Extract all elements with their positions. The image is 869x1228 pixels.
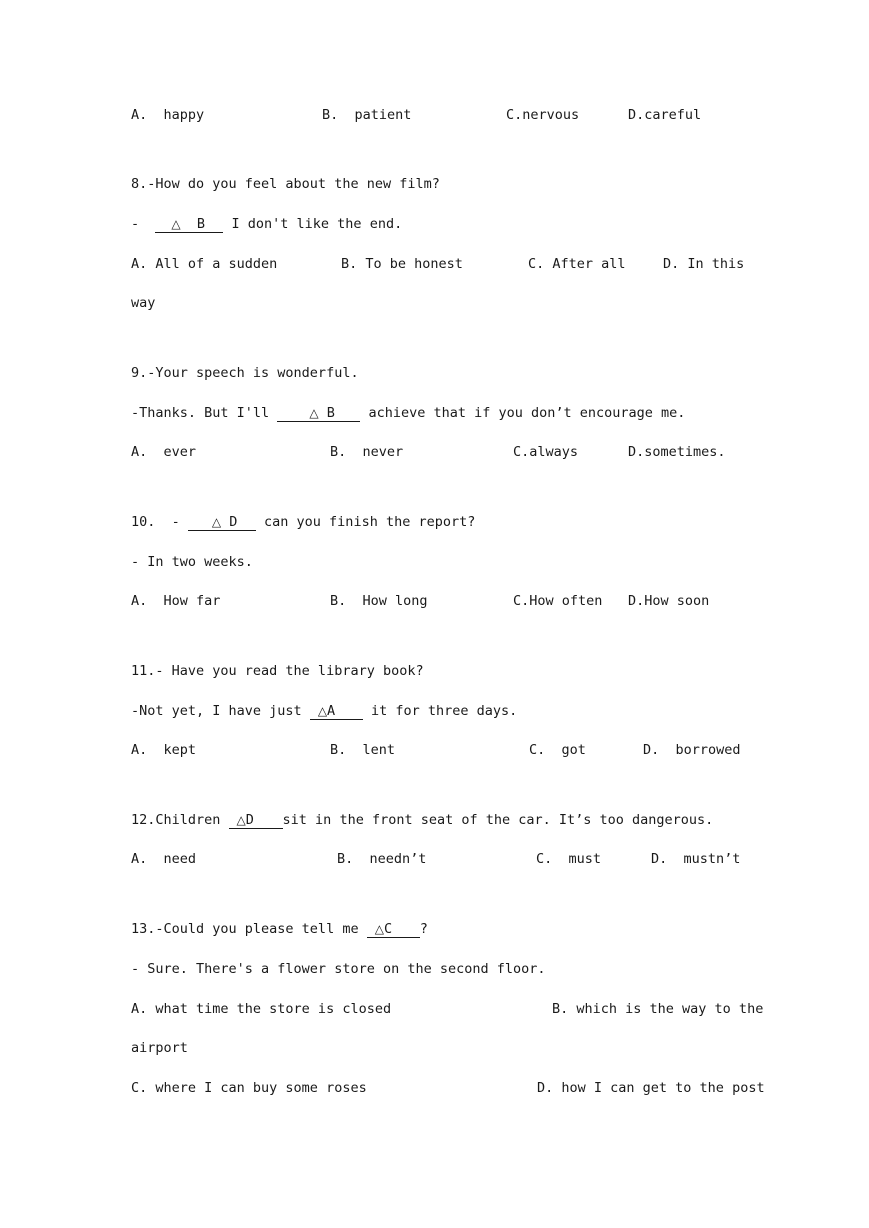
triangle-icon: △	[171, 217, 181, 231]
q10-option-c: C.How often	[513, 593, 603, 609]
q7-option-b: B. patient	[322, 107, 412, 123]
q8-option-b: B. To be honest	[341, 256, 463, 272]
q13-option-b: B. which is the way to the	[552, 1001, 764, 1017]
q8-options	[131, 255, 745, 273]
q9-option-d: D.sometimes.	[628, 444, 726, 460]
q8-option-a: A. All of a sudden	[131, 256, 278, 272]
q9-option-a: A. ever	[131, 444, 197, 460]
q10-option-d: D.How soon	[628, 593, 710, 609]
q7-options	[131, 106, 702, 124]
q12-option-c: C. must	[536, 851, 602, 867]
q9-option-b: B. never	[330, 444, 404, 460]
q13-option-c: C. where I can buy some roses	[131, 1080, 367, 1096]
q9-options	[131, 443, 726, 461]
q8-question: 8.-How do you feel about the new film?	[131, 176, 440, 192]
q8-option-d: D. In this	[663, 256, 745, 272]
q13-options-cd	[131, 1079, 765, 1097]
q13-option-d: D. how I can get to the post	[537, 1080, 765, 1096]
q13-answer: - Sure. There's a flower store on the second floor.	[131, 961, 546, 977]
q9-option-c: C.always	[513, 444, 579, 460]
triangle-icon: △	[211, 515, 222, 529]
q10-options	[131, 592, 710, 610]
q11-option-a: A. kept	[131, 742, 197, 758]
q9-question: 9.-Your speech is wonderful.	[131, 365, 359, 381]
answer-blank: △ B	[277, 405, 360, 422]
answer-blank: △C	[367, 921, 420, 938]
q10-answer: - In two weeks.	[131, 554, 253, 570]
q9-answer-line: -Thanks. But I'll △ B achieve that if you don’t encourage me.	[131, 405, 686, 421]
triangle-icon: △	[309, 406, 319, 420]
q8-option-c: C. After all	[528, 256, 626, 272]
q7-option-d: D.careful	[628, 107, 702, 123]
answer-blank: △A	[310, 703, 363, 720]
q12-option-a: A. need	[131, 851, 197, 867]
q12-options	[131, 850, 741, 868]
q13-options-ab	[131, 1000, 764, 1018]
q11-option-b: B. lent	[330, 742, 396, 758]
q11-option-d: D. borrowed	[643, 742, 741, 758]
triangle-icon: △	[236, 813, 246, 827]
answer-blank: △D	[229, 812, 283, 829]
q10-question-line: 10. - △ D can you finish the report?	[131, 514, 476, 530]
answer-blank: △ B	[155, 216, 223, 233]
q11-option-c: C. got	[529, 742, 586, 758]
q13-option-b-wrap: airport	[131, 1040, 188, 1056]
q8-option-d-wrap: way	[131, 295, 156, 311]
q10-option-a: A. How far	[131, 593, 221, 609]
q11-options	[131, 741, 741, 759]
q13-option-a: A. what time the store is closed	[131, 1001, 392, 1017]
q8-answer-line: - △ B I don't like the end.	[131, 216, 403, 232]
q12-option-b: B. needn’t	[337, 851, 427, 867]
q12-question-line: 12.Children △D sit in the front seat of the car. It’s too dangerous.	[131, 812, 714, 828]
q12-option-d: D. mustn’t	[651, 851, 741, 867]
q11-question: 11.- Have you read the library book?	[131, 663, 424, 679]
triangle-icon: △	[374, 922, 384, 936]
q10-option-b: B. How long	[330, 593, 428, 609]
answer-blank: △ D	[188, 514, 256, 531]
q7-option-a: A. happy	[131, 107, 205, 123]
q7-option-c: C.nervous	[506, 107, 580, 123]
q13-question-line: 13.-Could you please tell me △C ?	[131, 921, 428, 937]
triangle-icon: △	[317, 704, 328, 718]
q11-answer-line: -Not yet, I have just △A it for three days.	[131, 703, 518, 719]
